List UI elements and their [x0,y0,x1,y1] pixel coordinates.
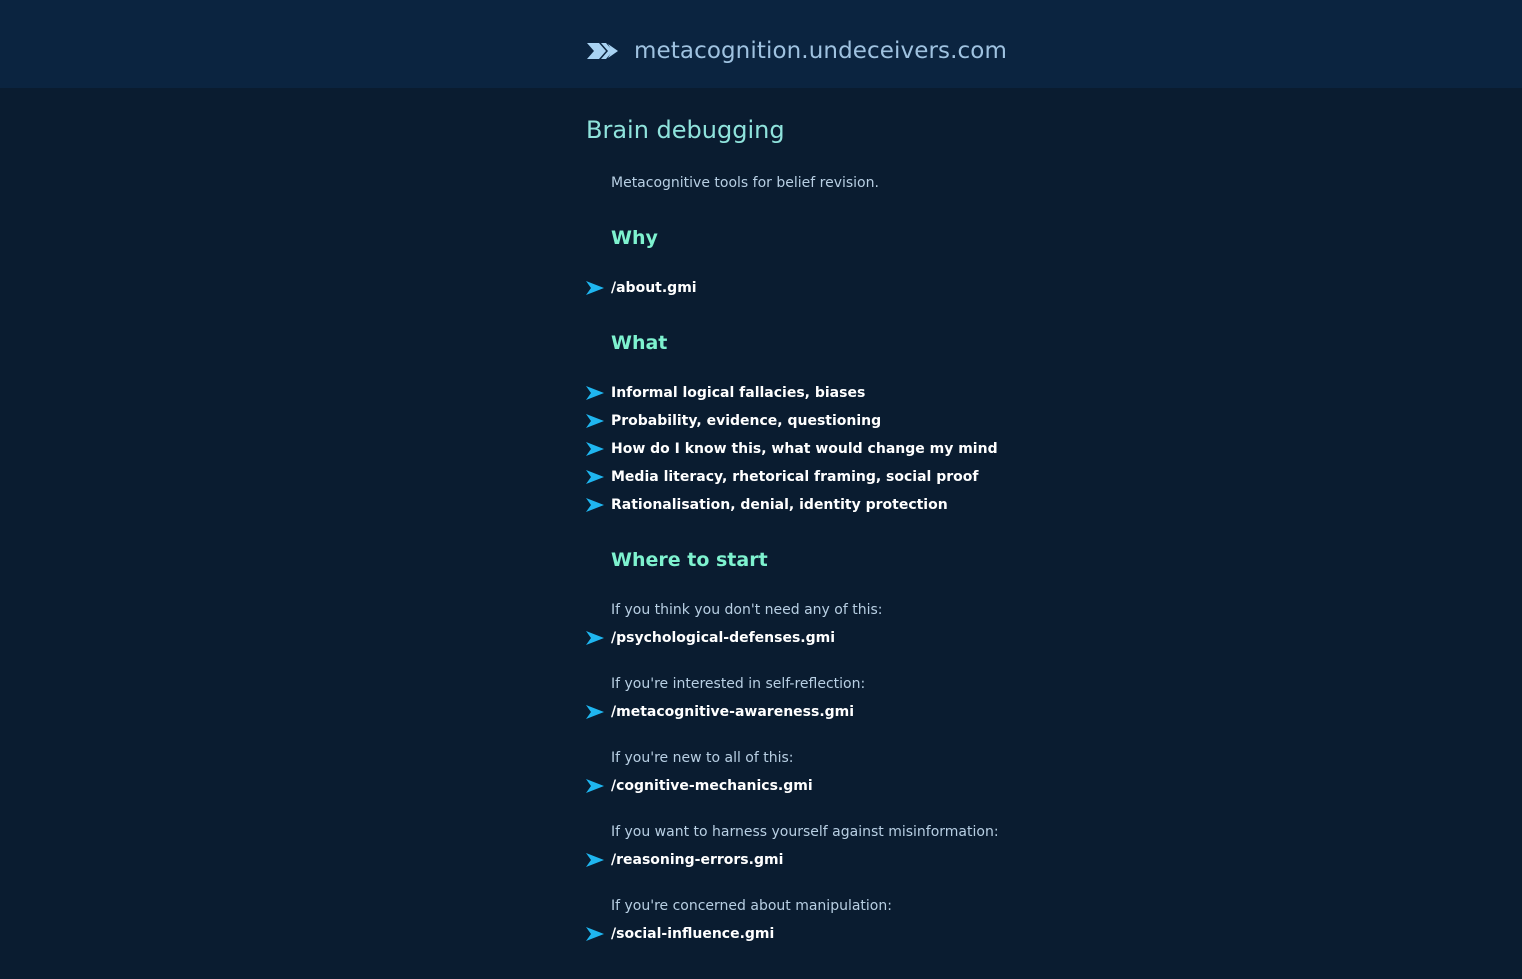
link-media-literacy[interactable] [586,467,978,487]
page-title: Brain debugging [586,116,785,144]
start-prompt: If you're new to all of this: [611,750,794,766]
start-prompt: If you're concerned about manipulation: [611,898,892,914]
site-header [0,0,1522,88]
page-intro: Metacognitive tools for belief revision. [611,175,879,191]
arrow-right-icon [586,414,604,428]
arrow-right-icon [586,853,604,867]
arrow-right-icon [586,779,604,793]
link-label: /psychological-defenses.gmi [611,630,836,646]
start-prompt: If you think you don't need any of this: [611,602,883,618]
link-label: Informal logical fallacies, biases [611,385,866,401]
section-heading-why: Why [611,227,658,249]
link-about[interactable] [586,278,697,298]
link-label: How do I know this, what would change my mind [611,441,998,457]
arrow-right-icon [586,442,604,456]
start-prompt: If you're interested in self-reflection: [611,676,866,692]
link-how-do-i-know[interactable] [586,439,998,459]
arrow-right-icon [586,281,604,295]
link-psychological-defenses[interactable] [586,628,835,648]
link-label: /about.gmi [611,280,697,296]
start-prompt: If you want to harness yourself against misinformation: [611,824,999,840]
arrow-right-icon [586,498,604,512]
site-title[interactable]: metacognition.undeceivers.com [634,38,1007,64]
arrow-right-icon [586,386,604,400]
arrow-right-icon [586,927,604,941]
link-social-influence[interactable] [586,924,774,944]
arrow-right-icon [586,631,604,645]
link-label: /social-influence.gmi [611,926,775,942]
link-reasoning-errors[interactable] [586,850,783,870]
link-fallacies-biases[interactable] [586,383,865,403]
link-rationalisation[interactable] [586,495,948,515]
link-label: Rationalisation, denial, identity protection [611,497,948,513]
link-probability-evidence[interactable] [586,411,881,431]
double-chevron-right-icon [586,40,620,62]
section-heading-where-to-start: Where to start [611,549,768,571]
link-cognitive-mechanics[interactable] [586,776,813,796]
link-label: /metacognitive-awareness.gmi [611,704,855,720]
section-heading-what: What [611,332,668,354]
link-label: /reasoning-errors.gmi [611,852,784,868]
link-metacognitive-awareness[interactable] [586,702,854,722]
arrow-right-icon [586,705,604,719]
link-label: Probability, evidence, questioning [611,413,882,429]
arrow-right-icon [586,470,604,484]
link-label: Media literacy, rhetorical framing, social proof [611,469,979,485]
site-header-inner [586,34,1007,68]
link-label: /cognitive-mechanics.gmi [611,778,813,794]
